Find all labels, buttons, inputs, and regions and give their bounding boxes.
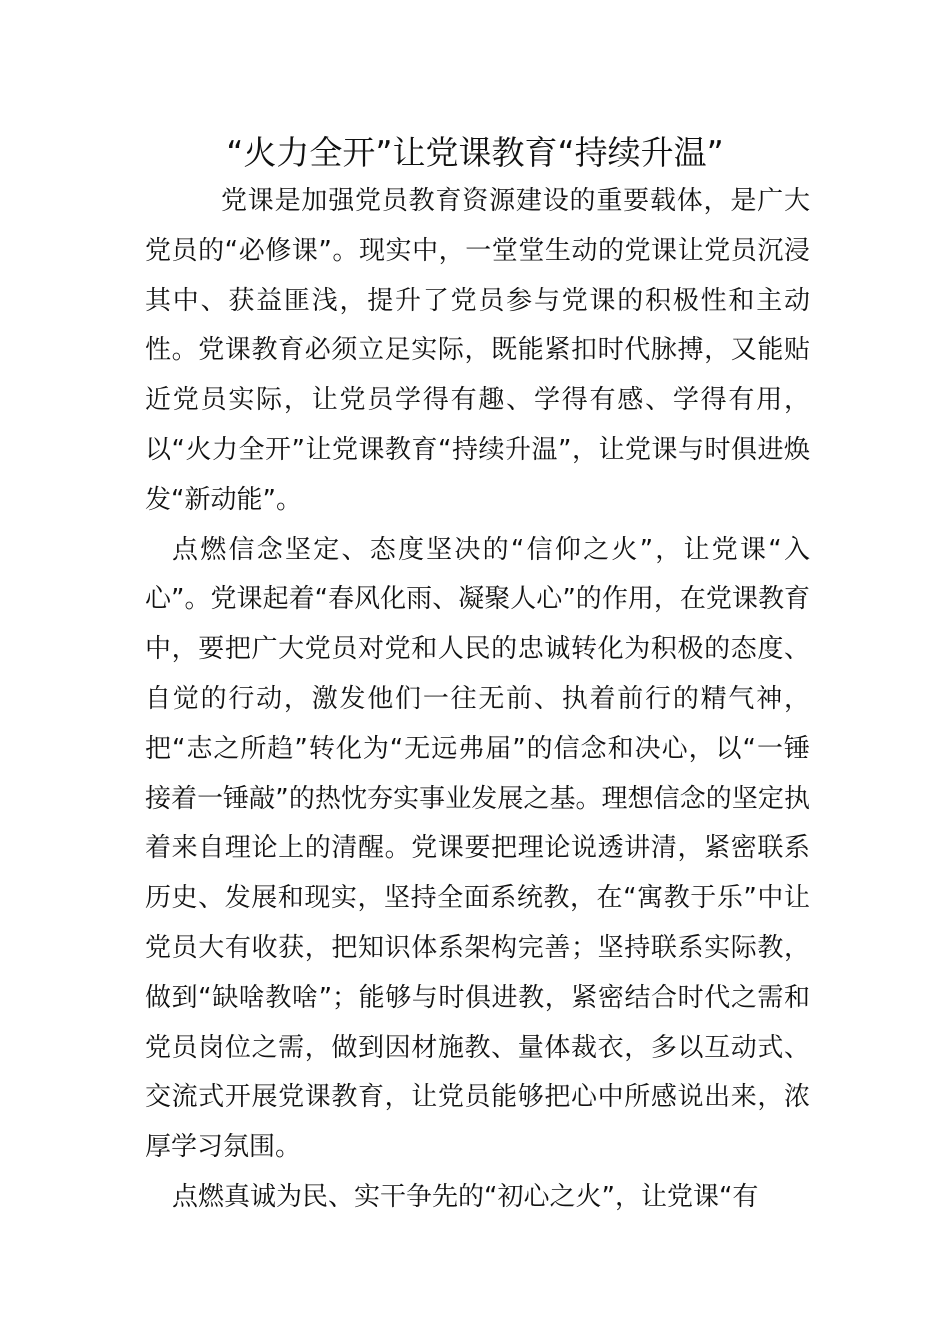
paragraph-original-heart-fire: 点燃真诚为民、实干争先的“初心之火”，让党课“有 <box>172 1181 759 1212</box>
document-body <box>145 177 810 1223</box>
paragraph-intro: 党课是加强党员教育资源建设的重要载体，是广大党员的“必修课”。现实中，一堂堂生动的党课让党员沉浸其中、获益匪浅，提升了党员参与党课的积极性和主动性。党课教育必须立足实际，既能紧扣时代脉搏，又能贴近党员实际，让党员学得有趣、学得有感、学得有用，以“火力全开”让党课教育“持续升温”，让党课与时俱进焕发“新动能”。 <box>145 186 810 515</box>
paragraph-faith-fire: 点燃信念坚定、态度坚决的“信仰之火”，让党课“入心”。党课起着“春风化雨、凝聚人心”的作用，在党课教育中，要把广大党员对党和人民的忠诚转化为积极的态度、自觉的行动，激发他们一往无前、执着前行的精气神，把“志之所趋”转化为“无远弗届”的信念和决心，以“一锤接着一锤敲”的热忱夯实事业发展之基。理想信念的坚定执着来自理论上的清醒。党课要把理论说透讲清，紧密联系历史、发展和现实，坚持全面系统教，在“寓教于乐”中让党员大有收获，把知识体系架构完善；坚持联系实际教，做到“缺啥教啥”；能够与时俱进教，紧密结合时代之需和党员岗位之需，做到因材施教、量体裁衣，多以互动式、交流式开展党课教育，让党员能够把心中所感说出来，浓厚学习氛围。 <box>145 534 810 1163</box>
document-title: “火力全开”让党课教育“持续升温” <box>226 133 724 172</box>
